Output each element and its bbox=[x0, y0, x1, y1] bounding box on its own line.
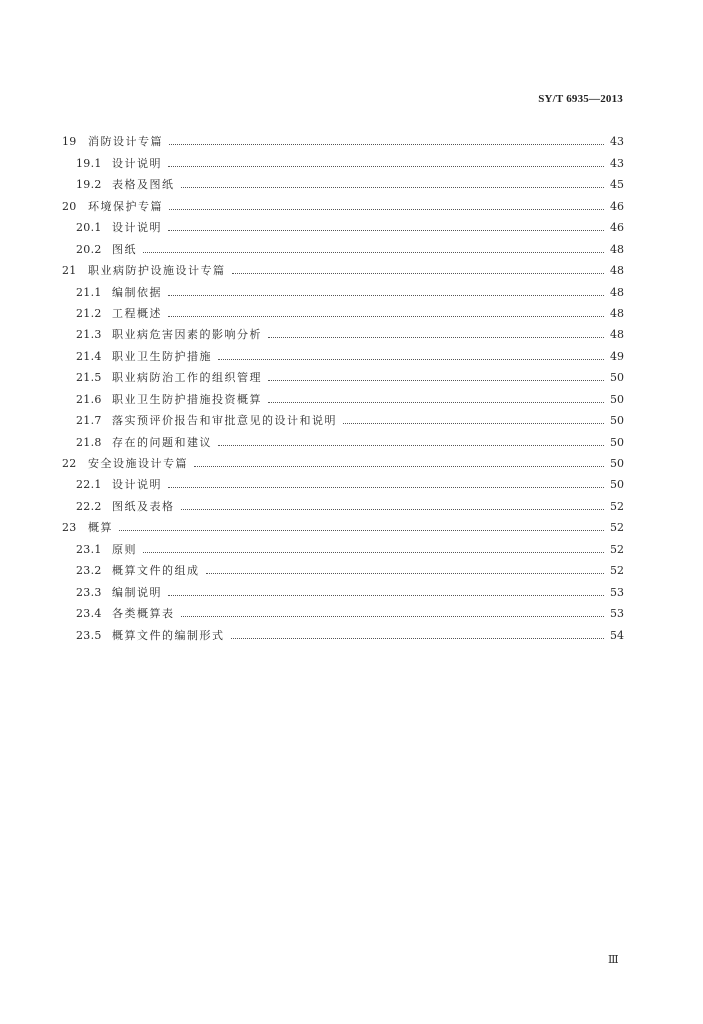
toc-dot-leader bbox=[119, 530, 604, 531]
toc-entry-page: 50 bbox=[610, 371, 624, 385]
toc-dot-leader bbox=[218, 445, 604, 446]
toc-entry-number: 22 bbox=[62, 457, 77, 470]
toc-section-entry[interactable] bbox=[62, 427, 624, 448]
toc-dot-leader bbox=[231, 638, 605, 639]
toc-entry-page: 52 bbox=[610, 542, 624, 556]
toc-dot-leader bbox=[232, 273, 605, 274]
toc-section-entry[interactable] bbox=[62, 341, 624, 362]
toc-entry-number: 22.2 bbox=[76, 499, 102, 513]
toc-entry-page: 48 bbox=[610, 242, 624, 256]
toc-section-entry[interactable] bbox=[62, 470, 624, 491]
toc-entry-page: 52 bbox=[610, 499, 624, 513]
toc-dot-leader bbox=[268, 402, 604, 403]
toc-dot-leader bbox=[168, 595, 604, 596]
toc-chapter-entry[interactable] bbox=[62, 191, 624, 212]
toc-entry-number: 21.1 bbox=[76, 285, 102, 299]
toc-entry-number: 21.7 bbox=[76, 414, 102, 428]
toc-dot-leader bbox=[168, 316, 604, 317]
toc-dot-leader bbox=[169, 144, 604, 145]
toc-dot-leader bbox=[168, 295, 604, 296]
toc-entry-number: 19.1 bbox=[76, 156, 102, 170]
toc-entry-title: 表格及图纸 bbox=[112, 178, 175, 192]
toc-section-entry[interactable] bbox=[62, 363, 624, 384]
toc-entry-number: 23.3 bbox=[76, 585, 102, 599]
toc-entry-page: 52 bbox=[610, 564, 624, 578]
toc-entry-title: 工程概述 bbox=[112, 306, 162, 320]
toc-chapter-entry[interactable] bbox=[62, 449, 624, 470]
toc-entry-number: 22.1 bbox=[76, 478, 102, 492]
toc-entry-number: 21.8 bbox=[76, 435, 102, 449]
toc-entry-number: 20.1 bbox=[76, 221, 102, 235]
toc-section-entry[interactable] bbox=[62, 620, 624, 641]
toc-entry-title: 职业卫生防护措施 bbox=[112, 349, 212, 363]
toc-dot-leader bbox=[181, 187, 605, 188]
toc-entry-title: 安全设施设计专篇 bbox=[88, 457, 188, 470]
toc-dot-leader bbox=[168, 487, 604, 488]
toc-entry-page: 50 bbox=[610, 435, 624, 449]
page-number: Ⅲ bbox=[608, 954, 619, 966]
toc-section-entry[interactable] bbox=[62, 234, 624, 255]
toc-entry-title: 概算文件的编制形式 bbox=[112, 628, 225, 642]
toc-entry-title: 职业病防治工作的组织管理 bbox=[112, 371, 262, 385]
toc-entry-title: 图纸及表格 bbox=[112, 499, 175, 513]
toc-entry-page: 50 bbox=[610, 478, 624, 492]
toc-entry-page: 53 bbox=[610, 585, 624, 599]
toc-entry-number: 21.2 bbox=[76, 306, 102, 320]
toc-dot-leader bbox=[206, 573, 605, 574]
toc-entry-title: 原则 bbox=[112, 542, 137, 556]
toc-entry-title: 图纸 bbox=[112, 242, 137, 256]
toc-section-entry[interactable] bbox=[62, 170, 624, 191]
toc-dot-leader bbox=[343, 423, 604, 424]
standard-code: SY/T 6935—2013 bbox=[538, 93, 623, 105]
toc-section-entry[interactable] bbox=[62, 534, 624, 555]
toc-entry-page: 54 bbox=[610, 628, 624, 642]
toc-entry-title: 概算文件的组成 bbox=[112, 564, 200, 578]
toc-entry-title: 落实预评价报告和审批意见的设计和说明 bbox=[112, 414, 337, 428]
toc-entry-page: 50 bbox=[610, 414, 624, 428]
toc-dot-leader bbox=[143, 552, 604, 553]
toc-entry-number: 21.6 bbox=[76, 392, 102, 406]
toc-dot-leader bbox=[181, 616, 605, 617]
toc-chapter-entry[interactable] bbox=[62, 256, 624, 277]
toc-entry-number: 23.4 bbox=[76, 607, 102, 621]
toc-entry-title: 编制说明 bbox=[112, 585, 162, 599]
toc-section-entry[interactable] bbox=[62, 277, 624, 298]
toc-entry-number: 19.2 bbox=[76, 178, 102, 192]
toc-entry-title: 设计说明 bbox=[112, 156, 162, 170]
toc-entry-page: 50 bbox=[610, 457, 624, 470]
toc-entry-page: 48 bbox=[610, 285, 624, 299]
toc-section-entry[interactable] bbox=[62, 599, 624, 620]
toc-entry-title: 环境保护专篇 bbox=[88, 199, 163, 213]
toc-entry-number: 19 bbox=[62, 135, 77, 149]
toc-entry-title: 职业病危害因素的影响分析 bbox=[112, 328, 262, 342]
toc-entry-page: 50 bbox=[610, 392, 624, 406]
toc-dot-leader bbox=[169, 209, 604, 210]
toc-dot-leader bbox=[168, 166, 604, 167]
table-of-contents bbox=[62, 127, 624, 642]
toc-entry-number: 23.2 bbox=[76, 564, 102, 578]
toc-entry-title: 职业病防护设施设计专篇 bbox=[88, 264, 226, 278]
toc-dot-leader bbox=[181, 509, 605, 510]
toc-section-entry[interactable] bbox=[62, 148, 624, 169]
toc-entry-number: 23.5 bbox=[76, 628, 102, 642]
toc-entry-number: 21 bbox=[62, 264, 77, 278]
toc-dot-leader bbox=[268, 337, 604, 338]
toc-entry-number: 21.4 bbox=[76, 349, 102, 363]
toc-entry-page: 53 bbox=[610, 607, 624, 621]
toc-section-entry[interactable] bbox=[62, 384, 624, 405]
toc-dot-leader bbox=[143, 252, 604, 253]
toc-section-entry[interactable] bbox=[62, 213, 624, 234]
toc-entry-title: 职业卫生防护措施投资概算 bbox=[112, 392, 262, 406]
toc-entry-page: 52 bbox=[610, 521, 624, 535]
toc-section-entry[interactable] bbox=[62, 491, 624, 512]
toc-section-entry[interactable] bbox=[62, 556, 624, 577]
toc-section-entry[interactable] bbox=[62, 577, 624, 598]
toc-chapter-entry[interactable] bbox=[62, 513, 624, 534]
toc-entry-page: 45 bbox=[610, 178, 624, 192]
toc-entry-number: 20.2 bbox=[76, 242, 102, 256]
toc-entry-title: 设计说明 bbox=[112, 221, 162, 235]
toc-entry-title: 各类概算表 bbox=[112, 607, 175, 621]
toc-entry-number: 21.3 bbox=[76, 328, 102, 342]
toc-entry-number: 23.1 bbox=[76, 542, 102, 556]
toc-entry-page: 48 bbox=[610, 264, 624, 278]
toc-entry-number: 23 bbox=[62, 521, 77, 535]
toc-entry-number: 20 bbox=[62, 199, 77, 213]
toc-entry-page: 46 bbox=[610, 221, 624, 235]
toc-dot-leader bbox=[168, 230, 604, 231]
toc-entry-title: 概算 bbox=[88, 521, 113, 535]
toc-dot-leader bbox=[218, 359, 604, 360]
toc-entry-title: 编制依据 bbox=[112, 285, 162, 299]
toc-section-entry[interactable] bbox=[62, 299, 624, 320]
toc-entry-page: 43 bbox=[610, 135, 624, 149]
toc-chapter-entry[interactable] bbox=[62, 127, 624, 148]
toc-entry-title: 设计说明 bbox=[112, 478, 162, 492]
toc-dot-leader bbox=[268, 380, 604, 381]
toc-entry-page: 46 bbox=[610, 199, 624, 213]
toc-section-entry[interactable] bbox=[62, 406, 624, 427]
toc-entry-title: 消防设计专篇 bbox=[88, 135, 163, 149]
toc-entry-page: 43 bbox=[610, 156, 624, 170]
toc-entry-page: 48 bbox=[610, 306, 624, 320]
toc-section-entry[interactable] bbox=[62, 320, 624, 341]
toc-entry-page: 49 bbox=[610, 349, 624, 363]
toc-entry-page: 48 bbox=[610, 328, 624, 342]
toc-dot-leader bbox=[194, 466, 604, 467]
toc-entry-title: 存在的问题和建议 bbox=[112, 435, 212, 449]
toc-entry-number: 21.5 bbox=[76, 371, 102, 385]
